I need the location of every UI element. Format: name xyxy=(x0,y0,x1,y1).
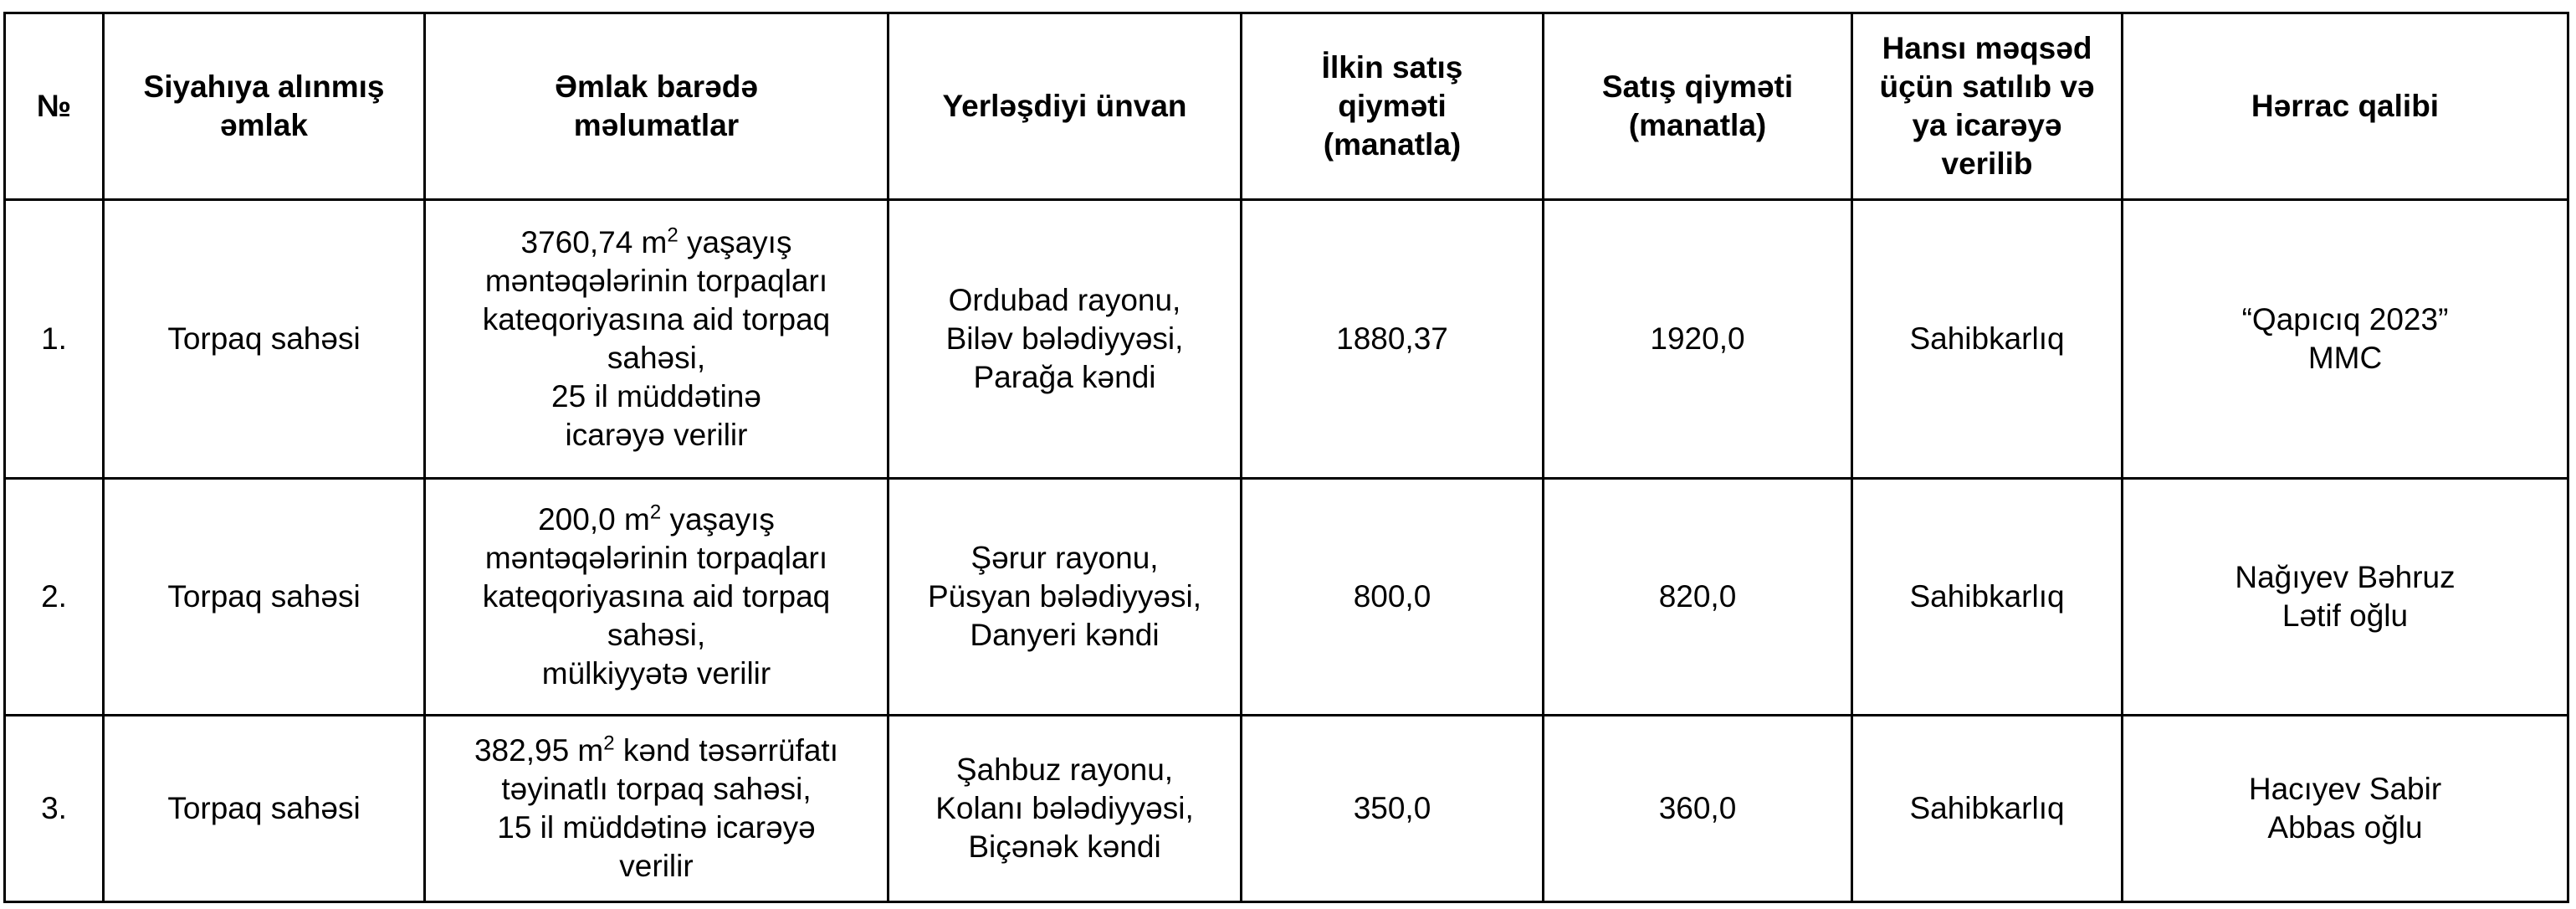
auction-winner xyxy=(2123,200,2568,479)
text-line: Satış qiyməti xyxy=(1601,69,1794,104)
header-row xyxy=(5,13,2568,200)
text-line: Lətif oğlu xyxy=(2282,598,2409,633)
text-line: Ordubad rayonu, xyxy=(948,283,1181,317)
text-line: sahəsi, xyxy=(607,618,706,652)
area-superscript: 2 xyxy=(603,732,615,755)
property-info xyxy=(425,716,889,902)
text-line: № xyxy=(36,89,72,123)
text-line: verilir xyxy=(619,849,694,883)
info-lines xyxy=(431,539,882,693)
header-initial-price xyxy=(1242,13,1544,200)
address xyxy=(889,200,1242,479)
text-line: təyinatlı torpaq sahəsi, xyxy=(501,772,812,806)
text-line: Kolanı bələdiyyəsi, xyxy=(935,791,1194,825)
info-first-line xyxy=(431,501,882,539)
text-line: (manatla) xyxy=(1323,127,1462,162)
property-type: Torpaq sahəsi xyxy=(104,479,425,716)
auction-winner xyxy=(2123,479,2568,716)
text-line: ya icarəyə xyxy=(1912,108,2062,142)
row-number: 2. xyxy=(5,479,104,716)
purpose: Sahibkarlıq xyxy=(1852,716,2123,902)
area-value: 200,0 m xyxy=(538,502,650,537)
header-auction-winner xyxy=(2123,13,2568,200)
property-info xyxy=(425,200,889,479)
text-line: İlkin satış xyxy=(1321,50,1463,85)
area-value: 3760,74 m xyxy=(520,225,668,259)
header-sale-price xyxy=(1544,13,1852,200)
text-line: Hərrac qalibi xyxy=(2251,89,2440,123)
property-type: Torpaq sahəsi xyxy=(104,716,425,902)
text-line: MMC xyxy=(2307,341,2383,375)
area-rest: kənd təsərrüfatı xyxy=(614,733,838,768)
info-first-line xyxy=(431,732,882,770)
text-line: kateqoriyasına aid torpaq xyxy=(482,302,831,336)
text-line: qiyməti xyxy=(1338,89,1447,123)
sale-price: 820,0 xyxy=(1544,479,1852,716)
text-line: Yerləşdiyi ünvan xyxy=(942,89,1187,123)
text-line: Püsyan bələdiyyəsi, xyxy=(927,579,1202,614)
text-line: kateqoriyasına aid torpaq xyxy=(482,579,831,614)
table-row xyxy=(5,200,2568,479)
address xyxy=(889,479,1242,716)
info-lines xyxy=(431,262,882,454)
text-line: 25 il müddətinə xyxy=(551,379,761,413)
text-line: Hansı məqsəd xyxy=(1882,31,2092,65)
info-lines xyxy=(431,770,882,886)
row-number: 3. xyxy=(5,716,104,902)
text-line: (manatla) xyxy=(1628,108,1767,142)
text-line: Parağa kəndi xyxy=(973,360,1156,394)
text-line: üçün satılıb və xyxy=(1879,69,2095,104)
initial-price: 1880,37 xyxy=(1242,200,1544,479)
text-line: Şahbuz rayonu, xyxy=(955,752,1174,787)
text-line: Biçənək kəndi xyxy=(968,829,1161,864)
property-type: Torpaq sahəsi xyxy=(104,200,425,479)
row-number: 1. xyxy=(5,200,104,479)
text-line: Danyeri kəndi xyxy=(970,618,1160,652)
address xyxy=(889,716,1242,902)
header-purpose xyxy=(1852,13,2123,200)
area-rest: yaşayış xyxy=(678,225,792,259)
text-line: məntəqələrinin torpaqları xyxy=(484,541,828,575)
auction-results-table xyxy=(3,12,2569,903)
text-line: Hacıyev Sabir xyxy=(2248,772,2442,806)
text-line: icarəyə verilir xyxy=(565,418,748,452)
auction-winner xyxy=(2123,716,2568,902)
property-info xyxy=(425,479,889,716)
text-line: verilib xyxy=(1941,146,2033,181)
text-line: Əmlak barədə xyxy=(555,69,758,104)
text-line: əmlak xyxy=(220,108,308,142)
header-number xyxy=(5,13,104,200)
purpose: Sahibkarlıq xyxy=(1852,200,2123,479)
table-row xyxy=(5,479,2568,716)
area-value: 382,95 m xyxy=(474,733,604,768)
initial-price: 350,0 xyxy=(1242,716,1544,902)
text-line: mülkiyyətə verilir xyxy=(541,656,771,691)
info-first-line xyxy=(431,223,882,262)
text-line: Nağıyev Bəhruz xyxy=(2235,560,2456,594)
header-address xyxy=(889,13,1242,200)
text-line: Şərur rayonu, xyxy=(970,541,1159,575)
area-rest: yaşayış xyxy=(661,502,775,537)
sale-price: 1920,0 xyxy=(1544,200,1852,479)
text-line: məntəqələrinin torpaqları xyxy=(484,264,828,298)
initial-price: 800,0 xyxy=(1242,479,1544,716)
text-line: Biləv bələdiyyəsi, xyxy=(945,321,1184,356)
text-line: 15 il müddətinə icarəyə xyxy=(497,810,816,845)
header-listed-property xyxy=(104,13,425,200)
area-superscript: 2 xyxy=(649,501,662,524)
header-property-info xyxy=(425,13,889,200)
text-line: Siyahıya alınmış xyxy=(143,69,385,104)
purpose: Sahibkarlıq xyxy=(1852,479,2123,716)
text-line: sahəsi, xyxy=(607,341,706,375)
area-superscript: 2 xyxy=(667,223,679,247)
sale-price: 360,0 xyxy=(1544,716,1852,902)
text-line: məlumatlar xyxy=(573,108,740,142)
text-line: “Qapıcıq 2023” xyxy=(2241,302,2449,336)
table-row xyxy=(5,716,2568,902)
text-line: Abbas oğlu xyxy=(2267,810,2423,845)
